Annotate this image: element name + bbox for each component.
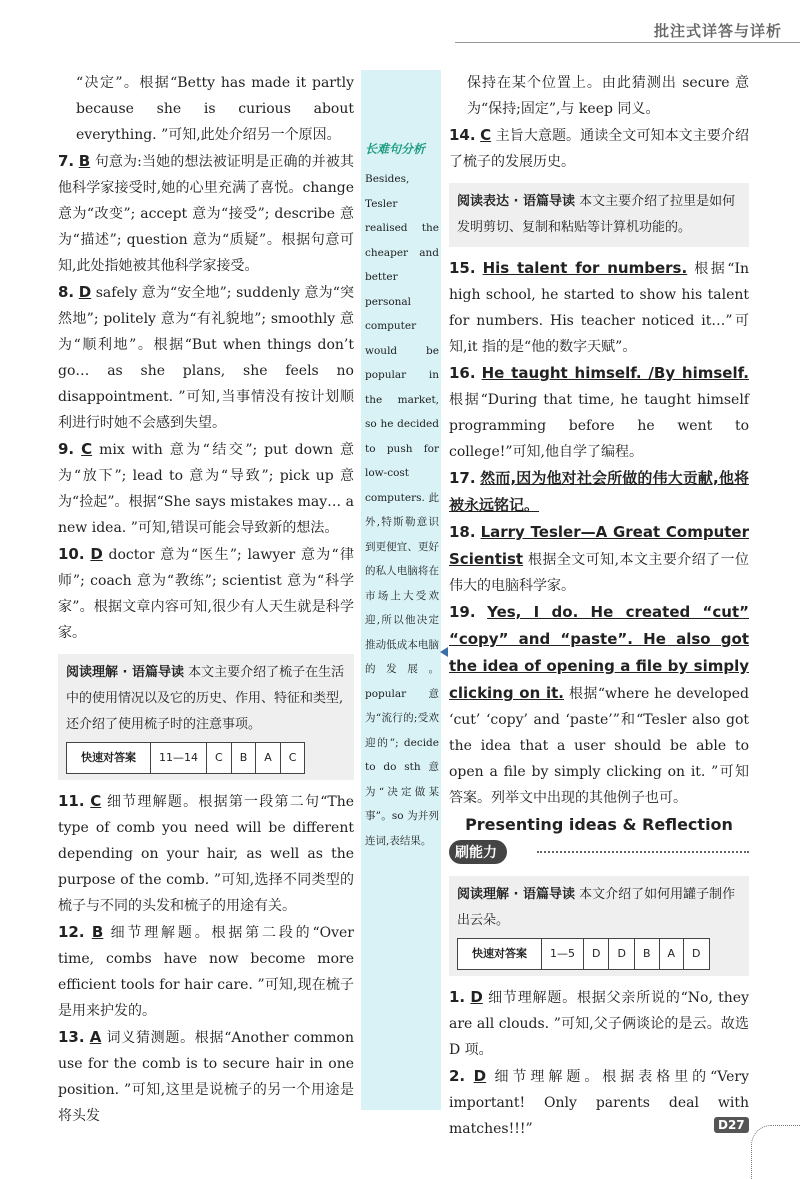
- answer-item-2: 2. D 细节理解题。根据表格里的“Very important! Only parents deal with matches!!!”: [449, 1067, 750, 1137]
- sentence-analysis-sidebar: [361, 70, 441, 1110]
- quick-answer-cell: D: [609, 939, 634, 970]
- answer-item-1: 1. D 细节理解题。根据父亲所说的“No, they are all clouds. ”可知,父子俩谈论的是云。故选 D 项。: [449, 988, 750, 1058]
- answer-item-9: 9. C mix with 意为“结交”; put down 意为“放下”; lead to 意为“导致”; pick up 意为“捡起”。根据“She says mistakes may… a new idea. ”可知,错误可能会导致新的想法。: [58, 440, 355, 536]
- section-title: Presenting ideas & Reflection: [465, 815, 733, 834]
- quick-answer-cell: B: [231, 743, 256, 774]
- reading-guide-box-2: [449, 876, 749, 976]
- answer-item-19: 19. Yes, I do. He created “cut” “copy” and “paste”. He also got the idea of opening a file by simply clicking on it. 根据“where he developed ‘cut’ ‘copy’ and ‘paste’”和“Tesler also got the idea that a user should be able to open a file by simply clicking on it. ”可知答案。列举文中出现的其他例子也可。: [449, 603, 750, 806]
- quick-answer-range: 11—14: [151, 743, 207, 774]
- dotted-divider: [537, 851, 749, 853]
- answer-item-15: 15. His talent for numbers. 根据“In high school, he started to show his talent for numbers. His teacher noticed it…”可知,it 指的是“他的数字天赋”。: [449, 259, 750, 355]
- quick-answer-cell: A: [256, 743, 281, 774]
- quick-answer-cell: D: [584, 939, 609, 970]
- running-header: 批注式详答与详析: [653, 22, 782, 40]
- quick-answer-cell: A: [659, 939, 684, 970]
- answer-item-14: 14. C 主旨大意题。通读全文可知本文主要介绍了梳子的发展历史。: [449, 126, 749, 170]
- answer-item-11: 11. C 细节理解题。根据第一段第二句“The type of comb you need will be different depending on your hair, as well as the purpose of the comb. ”可知,选择不同类型的梳子与不同的头发和梳子的用途有关。: [58, 792, 355, 914]
- quick-answer-cell: C: [280, 743, 305, 774]
- pointer-arrow-icon: [440, 647, 448, 657]
- guide-text: 本文主要介绍了拉里是如何发明剪切、复制和粘贴等计算机功能的。: [457, 194, 736, 235]
- left-column: [58, 70, 354, 1129]
- guide-text: 本文主要介绍了梳子在生活中的使用情况以及它的历史、作用、特征和类型,还介绍了使用梳子时的注意事项。: [66, 665, 345, 732]
- quick-answer-table: [66, 742, 305, 774]
- reading-expression-guide-box: [449, 183, 749, 247]
- quick-answer-table: [457, 938, 710, 970]
- guide-text: 本文介绍了如何用罐子制作出云朵。: [457, 887, 736, 928]
- answer-item-13: 13. A 词义猜测题。根据“Another common use for the comb is to secure hair in one position. ”可知,这里是说梳子的另一个用途是将头发: [58, 1028, 354, 1124]
- answer-item-12: 12. B 细节理解题。根据第二段的“Over time, combs have now become more efficient tools for hair care. ”可知,现在梳子是用来护发的。: [58, 923, 354, 1019]
- answer-item-10: 10. D doctor 意为“医生”; lawyer 意为“律师”; coach 意为“教练”; scientist 意为“科学家”。根据文章内容可知,很少有人天生就是科学家。: [58, 545, 354, 641]
- skill-label: 刷能力: [449, 840, 507, 864]
- answer-item-18: 18. Larry Tesler—A Great Computer Scientist 根据全文可知,本文主要介绍了一位伟大的电脑科学家。: [449, 523, 750, 594]
- page-number: D27: [714, 1117, 749, 1133]
- guide-heading: 阅读表达 · 语篇导读: [457, 194, 575, 209]
- guide-heading: 阅读理解 · 语篇导读: [66, 665, 184, 680]
- sidebar-text: Besides, Tesler realised the cheaper and better personal computer would be popular in the market, so he decided to push for low-cost computers. 此外,特斯勒意识到更便宜、更好的私人电脑将在市场上大受欢迎,所以他决定推动低成本电脑的发展。popular 意为“流行的;受欢迎的”; decide to do sth 意为“决定做某事”。so 为并列连词,表结果。: [365, 173, 439, 847]
- answer-item-17: 17. 然而,因为他对社会所做的伟大贡献,他将被永远铭记。: [449, 469, 749, 514]
- quick-answer-range: 1—5: [542, 939, 584, 970]
- skill-banner: [449, 838, 749, 868]
- reading-guide-box: [58, 654, 354, 780]
- carryover-text-right: 保持在某个位置上。由此猜测出 secure 意为“保持;固定”,与 keep 同义。: [467, 75, 749, 117]
- quick-answer-cell: D: [684, 939, 709, 970]
- answer-item-7: 7. B 句意为:当她的想法被证明是正确的并被其他科学家接受时,她的心里充满了喜悦。change 意为“改变”; accept 意为“接受”; describe 意为“描述”; question 意为“质疑”。根据句意可知,此处指她被其他科学家接受。: [58, 152, 354, 274]
- page-corner-decoration: [751, 1125, 800, 1179]
- answer-item-8: 8. D safely 意为“安全地”; suddenly 意为“突然地”; politely 意为“有礼貌地”; smoothly 意为“顺利地”。根据“But when things don’t go… as she plans, she feels no disappointment. ”可知,当事情没有按计划顺利进行时她不会感到失望。: [58, 283, 354, 431]
- answer-item-16: 16. He taught himself. /By himself. 根据“During that time, he taught himself programming before he went to college!”可知,他自学了编程。: [449, 364, 750, 460]
- header-divider: [455, 42, 800, 43]
- right-column: [449, 70, 749, 1142]
- quick-answer-label: 快速对答案: [67, 743, 151, 774]
- guide-heading: 阅读理解 · 语篇导读: [457, 887, 575, 902]
- quick-answer-cell: C: [207, 743, 232, 774]
- quick-answer-cell: B: [634, 939, 659, 970]
- sidebar-heading: 长难句分析: [365, 142, 426, 156]
- quick-answer-label: 快速对答案: [458, 939, 542, 970]
- carryover-text: “决定”。根据“Betty has made it partly because she is curious about everything. ”可知,此处介绍另一个原因。: [76, 75, 354, 143]
